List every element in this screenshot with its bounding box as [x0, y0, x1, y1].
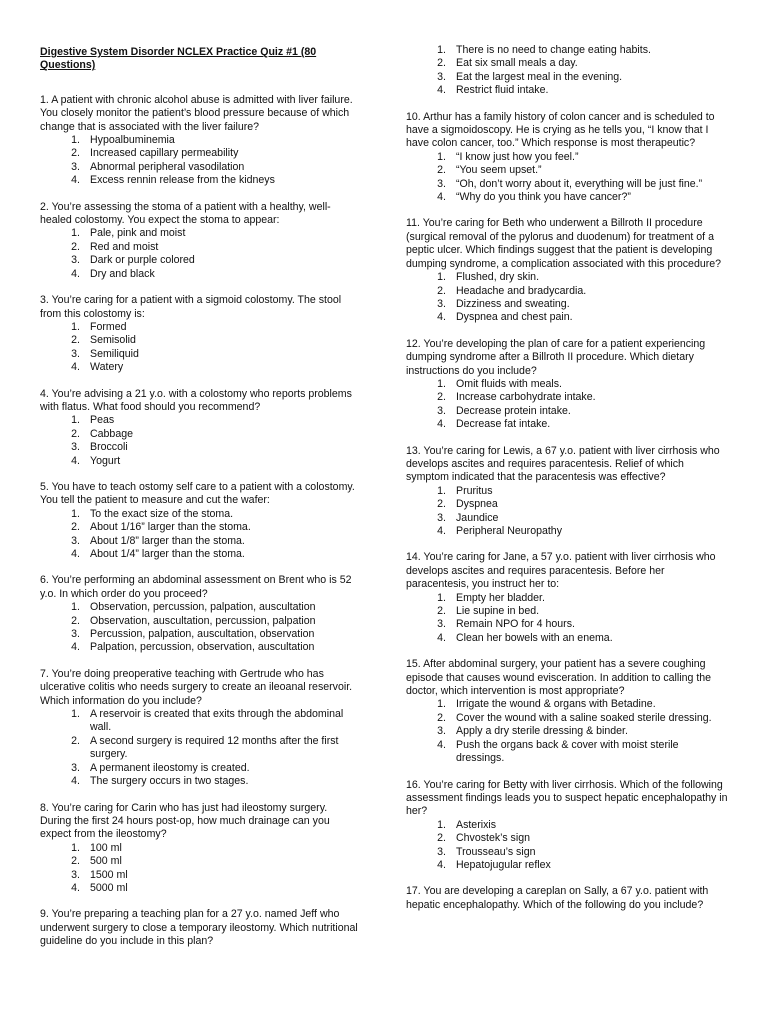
option-number: 3.	[437, 177, 446, 190]
option-number: 2.	[71, 521, 80, 534]
option-text: “You seem upset.”	[456, 164, 542, 177]
question-text: 2. You’re assessing the stoma of a patient with a healthy, well-healed colostomy. You expect the stoma to appear:	[40, 200, 331, 227]
question-text: 4. You’re advising a 21 y.o. with a colostomy who reports problems with flatus. What food should you recommend?	[40, 387, 352, 413]
option-number: 1.	[71, 134, 80, 147]
option-text: Headache and bradycardia.	[456, 284, 587, 297]
option-text: About 1/4” larger than the stoma.	[90, 548, 245, 560]
answer-option	[406, 592, 728, 605]
answer-option	[406, 832, 728, 845]
option-text: A reservoir is created that exits through the abdominal wall.	[90, 708, 344, 734]
option-text: Increase carbohydrate intake.	[456, 391, 596, 404]
options-list	[406, 819, 728, 873]
option-number: 3.	[71, 761, 80, 774]
question	[40, 908, 360, 948]
option-text: Jaundice	[456, 511, 499, 524]
answer-option	[406, 164, 728, 177]
option-number: 1.	[437, 698, 446, 711]
page-title: Digestive System Disorder NCLEX Practice Quiz #1 (80 Questions)	[40, 46, 317, 72]
options-list	[406, 151, 728, 205]
answer-option	[40, 414, 360, 427]
option-number: 3.	[437, 511, 446, 524]
answer-option	[406, 391, 728, 404]
answer-option	[406, 846, 728, 859]
question-text: 9. You’re preparing a teaching plan for a 27 y.o. named Jeff who underwent surgery to close a temporary ileostomy. Which nutritional guideline do you include in this plan?	[40, 908, 358, 948]
answer-option	[406, 819, 728, 832]
option-text: Formed	[90, 320, 127, 333]
answer-option	[406, 84, 728, 97]
option-number: 1.	[437, 484, 446, 497]
question	[40, 388, 360, 468]
option-number: 4.	[71, 548, 80, 560]
options-list	[406, 592, 728, 646]
question-text: 16. You’re caring for Betty with liver cirrhosis. Which of the following assessment findings leads you to suspect hepatic encephalopathy in her?	[406, 778, 728, 818]
option-number: 3.	[437, 845, 446, 858]
option-number: 2.	[437, 164, 446, 177]
options-list	[40, 414, 360, 468]
question-text: 8. You’re caring for Carin who has just had ileostomy surgery. During the first 24 hours post-op, how much drainage can you expect from the ileostomy?	[40, 801, 330, 841]
question	[40, 294, 360, 374]
option-text: Push the organs back & cover with moist sterile dressings.	[456, 738, 679, 765]
option-number: 4.	[437, 418, 446, 431]
option-number: 2.	[437, 605, 446, 618]
answer-option	[40, 708, 360, 735]
option-text: Chvostek’s sign	[456, 832, 530, 845]
question	[406, 885, 728, 912]
option-number: 1.	[437, 271, 446, 284]
option-number: 2.	[71, 734, 80, 747]
option-text: Lie supine in bed.	[456, 605, 540, 618]
option-text: Empty her bladder.	[456, 591, 545, 604]
option-number: 4.	[71, 174, 80, 187]
options-list	[40, 134, 360, 188]
answer-option	[40, 601, 360, 614]
answer-option	[40, 535, 360, 548]
option-text: Peripheral Neuropathy	[456, 525, 562, 537]
option-text: “Oh, don’t worry about it, everything will be just fine.”	[456, 177, 703, 190]
option-number: 4.	[437, 631, 446, 644]
option-number: 4.	[437, 191, 446, 204]
option-text: Abnormal peripheral vasodilation	[90, 160, 245, 173]
option-number: 3.	[71, 254, 80, 267]
answer-option	[40, 508, 360, 521]
question-text: 10. Arthur has a family history of colon cancer and is scheduled to have a sigmoidoscopy. He is crying as he tells you, “I know that I have colon cancer, too.” Which response is most therapeutic?	[406, 110, 715, 150]
answer-option	[40, 628, 360, 641]
answer-option	[406, 725, 728, 738]
option-text: Clean her bowels with an enema.	[456, 631, 613, 644]
option-number: 2.	[437, 832, 446, 845]
answer-option	[406, 405, 728, 418]
answer-option	[40, 348, 360, 361]
option-text: Asterixis	[456, 818, 497, 831]
option-number: 3.	[437, 618, 446, 631]
answer-option	[406, 498, 728, 511]
question	[406, 658, 728, 765]
option-number: 2.	[437, 711, 446, 724]
answer-option	[406, 44, 728, 57]
answer-option	[406, 285, 728, 298]
option-text: Increased capillary permeability	[90, 147, 239, 160]
option-text: Restrict fluid intake.	[456, 84, 549, 97]
option-text: 5000 ml	[90, 881, 128, 894]
answer-option	[40, 268, 360, 281]
option-number: 3.	[71, 868, 80, 881]
answer-option	[406, 298, 728, 311]
question-text: 3. You’re caring for a patient with a sigmoid colostomy. The stool from this colostomy is:	[40, 294, 342, 320]
answer-option	[406, 271, 728, 284]
question-text: 11. You’re caring for Beth who underwent a Billroth II procedure (surgical removal of the pylorus and duodenum) for treatment of a peptic ulcer. Which findings suggest that the patient is developing dumping syndrome, a complication associated with this procedure?	[406, 217, 722, 270]
question	[40, 94, 360, 188]
option-number: 4.	[71, 361, 80, 374]
answer-option	[406, 512, 728, 525]
option-text: About 1/16” larger than the stoma.	[90, 521, 251, 534]
options-list	[40, 321, 360, 375]
option-text: Dyspnea	[456, 498, 498, 511]
option-number: 2.	[437, 391, 446, 404]
answer-option	[406, 311, 728, 324]
question	[406, 551, 728, 645]
option-number: 1.	[71, 601, 80, 614]
answer-option	[40, 615, 360, 628]
option-number: 2.	[71, 240, 80, 253]
answer-option	[40, 762, 360, 775]
options-list	[40, 508, 360, 562]
question-text: 5. You have to teach ostomy self care to a patient with a colostomy. You tell the patient to measure and cut the wafer:	[40, 480, 355, 507]
answer-option	[40, 161, 360, 174]
option-number: 3.	[71, 160, 80, 173]
options-list	[406, 698, 728, 765]
answer-option	[40, 548, 360, 561]
question	[406, 779, 728, 873]
answer-option	[406, 525, 728, 538]
question	[406, 111, 728, 205]
option-number: 3.	[71, 441, 80, 454]
options-list	[40, 842, 360, 896]
option-number: 1.	[437, 150, 446, 163]
answer-option	[40, 735, 360, 762]
option-text: Semisolid	[90, 334, 136, 347]
option-text: “Why do you think you have cancer?”	[456, 191, 631, 204]
options-list	[40, 227, 360, 281]
option-text: Dark or purple colored	[90, 254, 195, 267]
option-text: “I know just how you feel.”	[456, 150, 579, 163]
option-text: Palpation, percussion, observation, auscultation	[90, 641, 315, 654]
answer-option	[406, 485, 728, 498]
option-text: Pale, pink and moist	[90, 227, 186, 240]
option-number: 3.	[437, 725, 446, 738]
option-number: 3.	[71, 347, 80, 360]
option-number: 1.	[437, 818, 446, 831]
answer-option	[40, 775, 360, 788]
answer-option	[40, 855, 360, 868]
answer-option	[40, 521, 360, 534]
option-number: 4.	[437, 84, 446, 97]
option-number: 1.	[71, 507, 80, 520]
option-text: Peas	[90, 414, 115, 427]
answer-option	[40, 455, 360, 468]
answer-option	[406, 698, 728, 711]
option-number: 2.	[71, 147, 80, 160]
answer-option	[40, 842, 360, 855]
option-text: Eat the largest meal in the evening.	[456, 70, 623, 83]
question	[406, 445, 728, 539]
option-number: 1.	[71, 227, 80, 240]
option-text: Dizziness and sweating.	[456, 297, 570, 310]
options-list	[406, 271, 728, 325]
answer-option	[406, 739, 728, 766]
answer-option	[406, 859, 728, 872]
answer-option	[40, 361, 360, 374]
option-text: There is no need to change eating habits.	[456, 44, 651, 56]
option-number: 3.	[437, 404, 446, 417]
answer-option	[406, 151, 728, 164]
option-number: 2.	[71, 855, 80, 868]
option-text: About 1/8” larger than the stoma.	[90, 534, 245, 547]
option-number: 2.	[437, 57, 446, 70]
answer-option	[40, 321, 360, 334]
answer-option	[40, 227, 360, 240]
option-number: 1.	[71, 320, 80, 333]
question	[40, 481, 360, 561]
answer-option	[40, 147, 360, 160]
option-text: Broccoli	[90, 441, 128, 454]
question	[40, 574, 360, 654]
option-text: Excess rennin release from the kidneys	[90, 174, 275, 187]
option-number: 3.	[71, 628, 80, 641]
question-text: 7. You’re doing preoperative teaching with Gertrude who has ulcerative colitis who needs surgery to create an ileoanal reservoir. Which information do you include?	[40, 667, 353, 707]
option-text: 100 ml	[90, 841, 122, 854]
question	[40, 201, 360, 281]
answer-option	[406, 191, 728, 204]
option-text: Observation, percussion, palpation, auscultation	[90, 601, 316, 614]
option-text: A permanent ileostomy is created.	[90, 761, 250, 774]
options-list	[40, 708, 360, 788]
option-number: 2.	[437, 284, 446, 297]
question-text: 17. You are developing a careplan on Sally, a 67 y.o. patient with hepatic encephalopathy. Which of the following do you include?	[406, 885, 709, 911]
options-list	[406, 485, 728, 539]
answer-option	[40, 254, 360, 267]
answer-option	[40, 441, 360, 454]
option-number: 2.	[437, 498, 446, 511]
question	[40, 668, 360, 789]
answer-option	[40, 241, 360, 254]
option-number: 4.	[71, 267, 80, 280]
option-number: 1.	[437, 591, 446, 604]
answer-option	[40, 174, 360, 187]
option-text: Flushed, dry skin.	[456, 271, 540, 284]
answer-option	[40, 641, 360, 654]
question-text: 6. You’re performing an abdominal assessment on Brent who is 52 y.o. In which order do you proceed?	[40, 574, 352, 600]
question	[40, 802, 360, 896]
option-number: 1.	[71, 708, 80, 721]
option-number: 4.	[437, 525, 446, 537]
question	[406, 338, 728, 432]
option-text: Observation, auscultation, percussion, palpation	[90, 614, 316, 627]
option-text: To the exact size of the stoma.	[90, 507, 234, 520]
option-text: Yogurt	[90, 454, 121, 467]
question-text: 12. You’re developing the plan of care for a patient experiencing dumping syndrome after a Billroth II procedure. Which dietary instructions do you include?	[406, 337, 706, 377]
option-text: Hypoalbuminemia	[90, 134, 175, 147]
option-number: 3.	[71, 534, 80, 547]
options-list	[406, 378, 728, 432]
answer-option	[406, 632, 728, 645]
option-text: Trousseau’s sign	[456, 845, 536, 858]
answer-option	[40, 134, 360, 147]
option-number: 2.	[71, 427, 80, 440]
option-text: Eat six small meals a day.	[456, 57, 578, 70]
answer-option	[406, 378, 728, 391]
option-text: Percussion, palpation, auscultation, observation	[90, 628, 315, 641]
question-text: 15. After abdominal surgery, your patient has a severe coughing episode that causes wound evisceration. In addition to calling the doctor, which intervention is most appropriate?	[406, 658, 712, 698]
answer-option	[406, 418, 728, 431]
option-text: The surgery occurs in two stages.	[90, 775, 249, 788]
answer-option	[406, 618, 728, 631]
option-text: Dyspnea and chest pain.	[456, 311, 573, 324]
answer-option	[406, 712, 728, 725]
right-column	[406, 44, 728, 925]
option-text: Decrease fat intake.	[456, 418, 551, 431]
option-text: Hepatojugular reflex	[456, 858, 551, 871]
option-text: 1500 ml	[90, 868, 128, 881]
option-number: 4.	[71, 775, 80, 788]
answer-option	[406, 605, 728, 618]
option-text: Apply a dry sterile dressing & binder.	[456, 725, 628, 738]
answer-option	[40, 334, 360, 347]
option-text: Irrigate the wound & organs with Betadine.	[456, 698, 656, 711]
answer-option	[406, 71, 728, 84]
option-number: 1.	[437, 377, 446, 390]
option-text: Dry and black	[90, 267, 155, 280]
option-number: 3.	[437, 297, 446, 310]
answer-option	[406, 57, 728, 70]
option-number: 4.	[71, 454, 80, 467]
option-text: Semiliquid	[90, 347, 139, 360]
options-list	[40, 601, 360, 655]
answer-option	[40, 882, 360, 895]
answer-option	[40, 869, 360, 882]
option-text: 500 ml	[90, 855, 122, 868]
question-9-options	[406, 44, 728, 98]
option-text: Cabbage	[90, 427, 134, 440]
question-text: 13. You’re caring for Lewis, a 67 y.o. patient with liver cirrhosis who develops ascites and requires paracentesis. Relief of which symptom indicated that the paracentesis was effective?	[406, 444, 720, 484]
option-text: Pruritus	[456, 484, 493, 497]
option-text: Red and moist	[90, 240, 159, 253]
option-number: 2.	[71, 614, 80, 627]
option-number: 4.	[437, 311, 446, 324]
question-text: 14. You’re caring for Jane, a 57 y.o. patient with liver cirrhosis who develops ascites and requires paracentesis. Before her paracentesis, you instruct her to:	[406, 551, 716, 591]
option-number: 1.	[437, 44, 446, 56]
left-column	[40, 40, 360, 962]
answer-option	[40, 428, 360, 441]
option-number: 4.	[71, 881, 80, 894]
option-number: 4.	[71, 641, 80, 654]
answer-option	[406, 178, 728, 191]
option-number: 3.	[437, 70, 446, 83]
question-text: 1. A patient with chronic alcohol abuse is admitted with liver failure. You closely monitor the patient’s blood pressure because of which change that is associated with the liver failure?	[40, 93, 353, 133]
option-text: Decrease protein intake.	[456, 404, 571, 417]
option-text: Remain NPO for 4 hours.	[456, 618, 575, 631]
option-text: A second surgery is required 12 months after the first surgery.	[90, 734, 339, 761]
option-number: 1.	[71, 841, 80, 854]
question	[406, 217, 728, 324]
option-number: 4.	[437, 738, 446, 751]
option-number: 1.	[71, 414, 80, 427]
option-text: Omit fluids with meals.	[456, 377, 562, 390]
option-number: 4.	[437, 858, 446, 871]
option-number: 2.	[71, 334, 80, 347]
option-text: Cover the wound with a saline soaked sterile dressing.	[456, 711, 712, 724]
option-text: Watery	[90, 361, 124, 374]
